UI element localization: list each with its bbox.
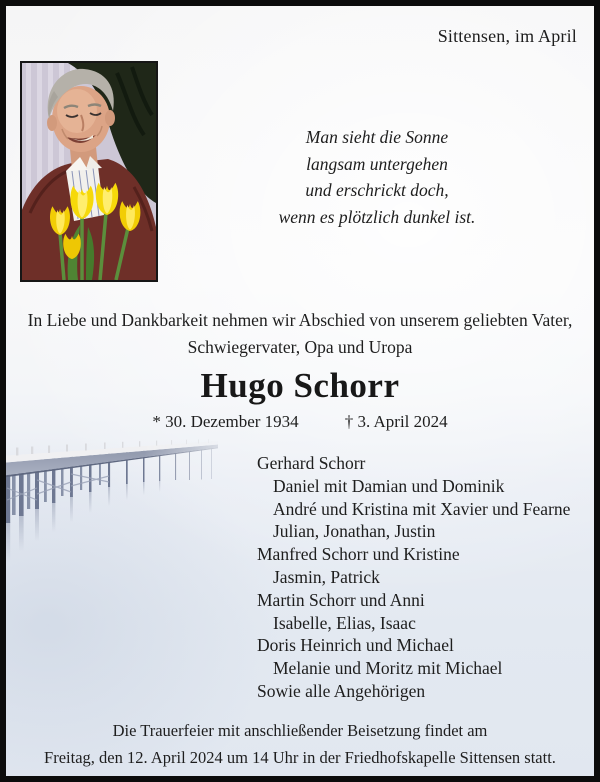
death-date: † 3. April 2024 <box>344 412 448 431</box>
poem-line: und erschrickt doch, <box>305 180 449 200</box>
funeral-line: Freitag, den 12. April 2024 um 14 Uhr in der Friedhofskapelle Sittensen statt. <box>44 748 556 767</box>
funeral-info <box>0 717 600 771</box>
portrait-illustration <box>22 63 156 280</box>
mourners-list <box>257 452 570 703</box>
mourner-line: Gerhard Schorr <box>257 453 366 473</box>
memorial-poem <box>232 124 522 230</box>
mourner-line: Isabelle, Elias, Isaac <box>273 612 416 633</box>
mourner-line: Manfred Schorr und Kristine <box>257 544 460 565</box>
mourner-line: André und Kristina mit Xavier und Fearne <box>273 498 571 519</box>
announcement-text <box>0 307 600 361</box>
life-dates <box>0 412 600 432</box>
dateline: Sittensen, im April <box>437 26 577 46</box>
mourner-line: Sowie alle Angehörigen <box>257 680 426 701</box>
mourner-line: Daniel mit Damian und Dominik <box>273 475 505 496</box>
birth-date: * 30. Dezember 1934 <box>152 412 299 431</box>
deceased-name: Hugo Schorr <box>200 366 400 405</box>
mourner-line: Jasmin, Patrick <box>273 566 380 587</box>
mourner-line: Martin Schorr und Anni <box>257 589 425 610</box>
mourner-line: Doris Heinrich und Michael <box>257 635 454 656</box>
announcement-line: Schwiegervater, Opa und Uropa <box>187 337 413 357</box>
poem-line: Man sieht die Sonne <box>305 127 449 147</box>
mourner-line: Julian, Jonathan, Justin <box>273 521 436 542</box>
portrait-photo <box>20 61 158 282</box>
poem-line: langsam untergehen <box>306 153 448 174</box>
funeral-line: Die Trauerfeier mit anschließender Beisetzung findet am <box>112 721 488 740</box>
announcement-line: In Liebe und Dankbarkeit nehmen wir Abschied von unserem geliebten Vater, <box>27 310 573 330</box>
poem-line: wenn es plötzlich dunkel ist. <box>278 206 476 227</box>
mourner-line: Melanie und Moritz mit Michael <box>273 658 503 679</box>
pier-fog-photo <box>0 430 262 632</box>
